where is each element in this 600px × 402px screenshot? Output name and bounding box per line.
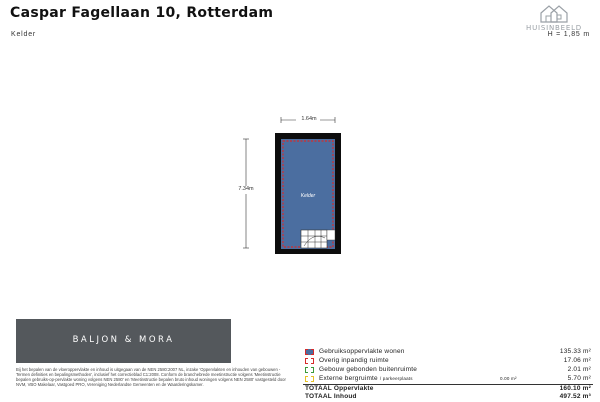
page-title: Caspar Fagellaan 10, Rotterdam	[10, 5, 274, 21]
legend-label-sub: / parkeerplaats	[379, 376, 413, 381]
total-area-value: 160.10 m²	[559, 385, 591, 392]
legend-row	[303, 366, 593, 375]
length-label: 7.34m	[238, 186, 254, 192]
legend-swatch	[305, 358, 314, 364]
legend-label: Gebouw gebonden buitenruimte	[319, 366, 418, 373]
legend-row	[303, 348, 593, 357]
legend-label: Overig inpandig ruimte	[319, 357, 389, 364]
total-volume-value: 497.52 m³	[559, 393, 591, 400]
total-area-label: TOTAAL Oppervlakte	[305, 385, 374, 392]
floor-height: H = 1,85 m	[547, 31, 590, 38]
house-logo-icon	[539, 3, 569, 23]
legend-value: 5.70 m²	[567, 375, 591, 382]
legend-swatch	[305, 349, 314, 355]
legend-label-main: Externe bergruimte	[319, 375, 378, 382]
legend-label: Gebruiksoppervlakte wonen	[319, 348, 405, 355]
legend-extra-value: 0.00 m²	[500, 376, 517, 381]
legend-label	[319, 375, 413, 382]
room-label: Kelder	[300, 193, 316, 199]
brand-logo	[519, 3, 589, 33]
company-banner	[16, 319, 231, 363]
measurement-disclaimer: Bij het bepalen van de vloeroppervlakte en inhoud is uitgegaan van de NEN 2580:2007 NL, inzake 'Oppervlakten en inhouden van gebouwen - Termen definities en bepalingsmethoden', inclusief het correctieblad C1:2008. Conform de branchebrede meetinstructie volgens 'Meetinstructie bepalen gebruiks-op-pervlakte woning volgens NEN 2580' en 'Meetinstructie bepalen bruto inhoud woningen volgens NEN 2580' vastgesteld door NVM, VBO Makelaar, Vastgoed PRO, Vereniging Nederlandse Gemeenten en de Waarderingskamer.	[16, 367, 286, 387]
legend-row	[303, 375, 593, 384]
length-dimension	[234, 139, 258, 248]
legend-swatch	[305, 376, 314, 382]
legend-value: 17.06 m²	[563, 357, 591, 364]
company-name: BALJON & MORA	[72, 335, 175, 345]
total-volume-label: TOTAAL Inhoud	[305, 393, 357, 400]
legend-value: 135.33 m²	[559, 348, 591, 355]
floor-name: Kelder	[11, 31, 37, 38]
legend-value: 2.01 m²	[567, 366, 591, 373]
staircase	[301, 230, 327, 248]
width-label: 1.64m	[301, 116, 317, 122]
legend-swatch	[305, 367, 314, 373]
area-legend	[303, 348, 593, 400]
total-volume-row	[303, 393, 593, 402]
legend-row	[303, 357, 593, 366]
brand-name: HUISINBEELD	[526, 24, 582, 32]
